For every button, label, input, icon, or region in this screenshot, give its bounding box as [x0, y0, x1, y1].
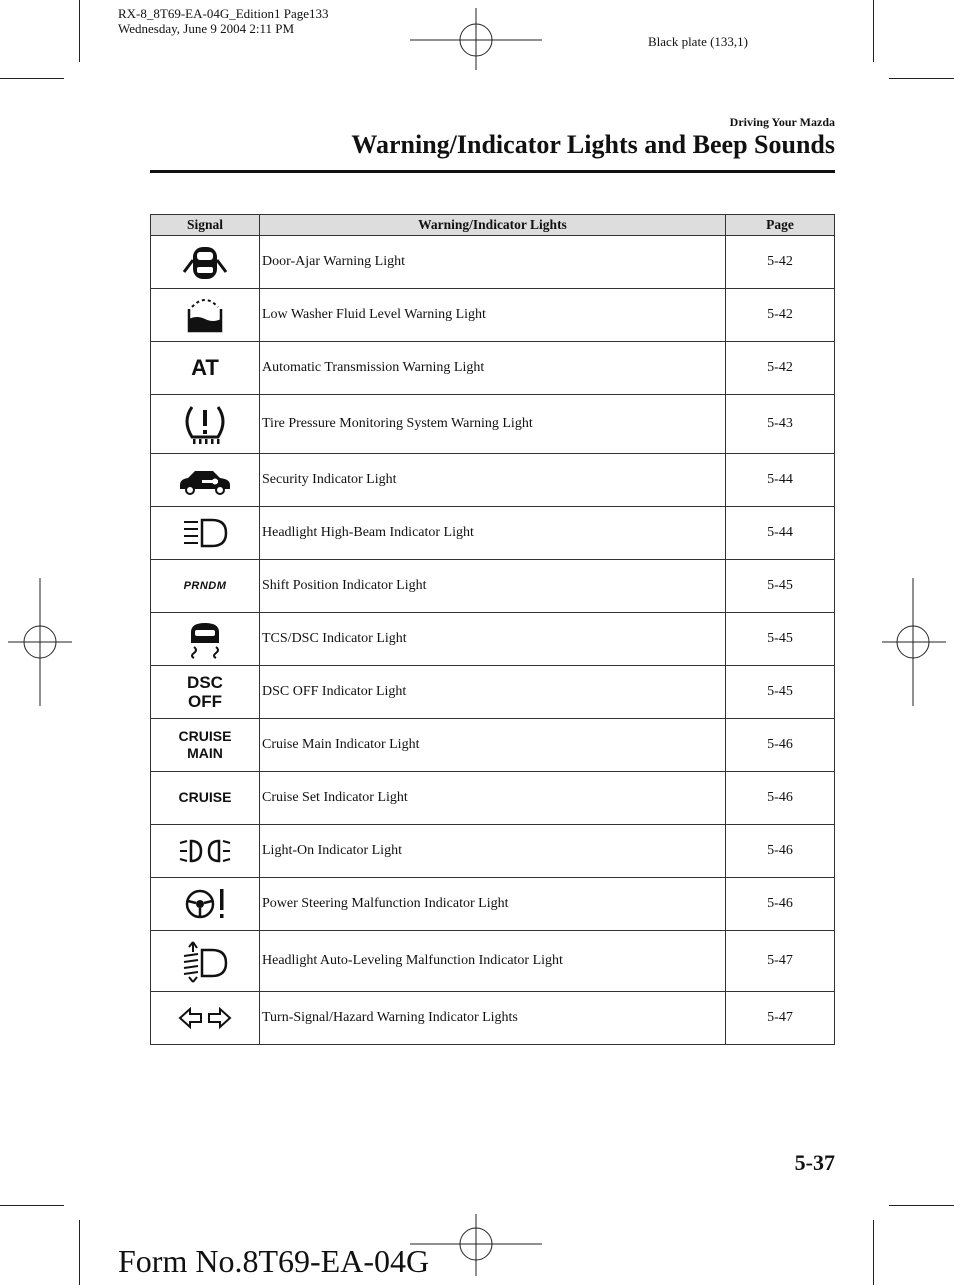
- security-icon: [178, 465, 232, 495]
- page-ref: 5-47: [726, 931, 835, 992]
- plate-info: Black plate (133,1): [648, 34, 748, 49]
- table-row: [151, 289, 835, 342]
- cruise-main-icon: [151, 728, 259, 762]
- light-name: Cruise Set Indicator Light: [260, 772, 726, 825]
- page-number: 5-37: [794, 1150, 835, 1175]
- table-row: [151, 454, 835, 507]
- table-row: [151, 666, 835, 719]
- signal-cell: [151, 507, 260, 560]
- tire-pressure-icon: [180, 401, 230, 447]
- table-row: [151, 878, 835, 931]
- light-name: Automatic Transmission Warning Light: [260, 342, 726, 395]
- signal-cell: [151, 825, 260, 878]
- page-ref: 5-42: [726, 289, 835, 342]
- page-ref: 5-43: [726, 395, 835, 454]
- table-row: [151, 236, 835, 289]
- page-ref: 5-46: [726, 719, 835, 772]
- section-label: Driving Your Mazda: [729, 115, 835, 129]
- table-header-row: [151, 215, 835, 236]
- table-row: [151, 395, 835, 454]
- signal-cell: [151, 236, 260, 289]
- signal-cell: [151, 931, 260, 992]
- registration-mark-right: [882, 578, 946, 706]
- table-row: [151, 719, 835, 772]
- table-row: [151, 772, 835, 825]
- power-steering-icon: [180, 886, 230, 922]
- door-ajar-icon: [180, 242, 230, 282]
- table-row: [151, 825, 835, 878]
- signal-cell: [151, 878, 260, 931]
- page-ref: 5-46: [726, 878, 835, 931]
- light-name: TCS/DSC Indicator Light: [260, 613, 726, 666]
- high-beam-icon: [180, 516, 230, 550]
- signal-cell: [151, 719, 260, 772]
- title-rule: [150, 170, 835, 173]
- washer-fluid-icon: [180, 295, 230, 335]
- light-name: DSC OFF Indicator Light: [260, 666, 726, 719]
- dsc-off-icon: [151, 673, 259, 711]
- print-info-line2: Wednesday, June 9 2004 2:11 PM: [118, 21, 295, 36]
- light-name: Tire Pressure Monitoring System Warning Light: [260, 395, 726, 454]
- header-lights: Warning/Indicator Lights: [260, 215, 726, 236]
- dsc-off-icon-line2: OFF: [188, 692, 222, 711]
- signal-cell: [151, 560, 260, 613]
- header-signal: Signal: [151, 215, 260, 236]
- tcs-dsc-icon: [180, 619, 230, 659]
- page-ref: 5-45: [726, 613, 835, 666]
- signal-cell: [151, 454, 260, 507]
- light-name: Shift Position Indicator Light: [260, 560, 726, 613]
- dsc-off-icon-line1: DSC: [187, 673, 223, 692]
- page-ref: 5-44: [726, 454, 835, 507]
- page-ref: 5-42: [726, 342, 835, 395]
- shift-position-icon: PRNDM: [183, 580, 227, 592]
- light-name: Headlight Auto-Leveling Malfunction Indicator Light: [260, 931, 726, 992]
- signal-cell: [151, 772, 260, 825]
- signal-cell: [151, 289, 260, 342]
- table-row: [151, 992, 835, 1045]
- light-name: Security Indicator Light: [260, 454, 726, 507]
- page-ref: 5-46: [726, 825, 835, 878]
- signal-cell: [151, 992, 260, 1045]
- cruise-main-icon-line1: CRUISE: [178, 728, 232, 744]
- table-row: [151, 560, 835, 613]
- print-info: [118, 6, 329, 36]
- table-row: [151, 613, 835, 666]
- signal-cell: [151, 666, 260, 719]
- cruise-main-icon-line2: MAIN: [187, 745, 223, 761]
- print-info-line1: RX-8_8T69-EA-04G_Edition1 Page133: [118, 6, 329, 21]
- signal-cell: [151, 395, 260, 454]
- light-name: Door-Ajar Warning Light: [260, 236, 726, 289]
- registration-mark-top: [410, 8, 542, 70]
- light-name: Power Steering Malfunction Indicator Light: [260, 878, 726, 931]
- light-name: Light-On Indicator Light: [260, 825, 726, 878]
- signal-cell: [151, 342, 260, 395]
- light-name: Turn-Signal/Hazard Warning Indicator Lights: [260, 992, 726, 1045]
- page-ref: 5-47: [726, 992, 835, 1045]
- table-row: [151, 931, 835, 992]
- light-name: Low Washer Fluid Level Warning Light: [260, 289, 726, 342]
- page-ref: 5-42: [726, 236, 835, 289]
- form-number: Form No.8T69-EA-04G: [118, 1243, 430, 1279]
- page-ref: 5-46: [726, 772, 835, 825]
- page-ref: 5-44: [726, 507, 835, 560]
- registration-mark-bottom: [410, 1214, 542, 1276]
- page-title: Warning/Indicator Lights and Beep Sounds: [351, 130, 835, 159]
- light-name: Headlight High-Beam Indicator Light: [260, 507, 726, 560]
- registration-mark-left: [8, 578, 72, 706]
- light-name: Cruise Main Indicator Light: [260, 719, 726, 772]
- at-icon: AT: [191, 355, 219, 380]
- indicator-table: [150, 214, 835, 1045]
- light-on-icon: [178, 836, 232, 866]
- cruise-set-icon: CRUISE: [178, 789, 232, 805]
- table-row: [151, 507, 835, 560]
- signal-cell: [151, 613, 260, 666]
- table-row: [151, 342, 835, 395]
- header-page: Page: [726, 215, 835, 236]
- page-ref: 5-45: [726, 560, 835, 613]
- page-ref: 5-45: [726, 666, 835, 719]
- turn-signal-icon: [177, 1005, 233, 1031]
- auto-leveling-icon: [180, 938, 230, 984]
